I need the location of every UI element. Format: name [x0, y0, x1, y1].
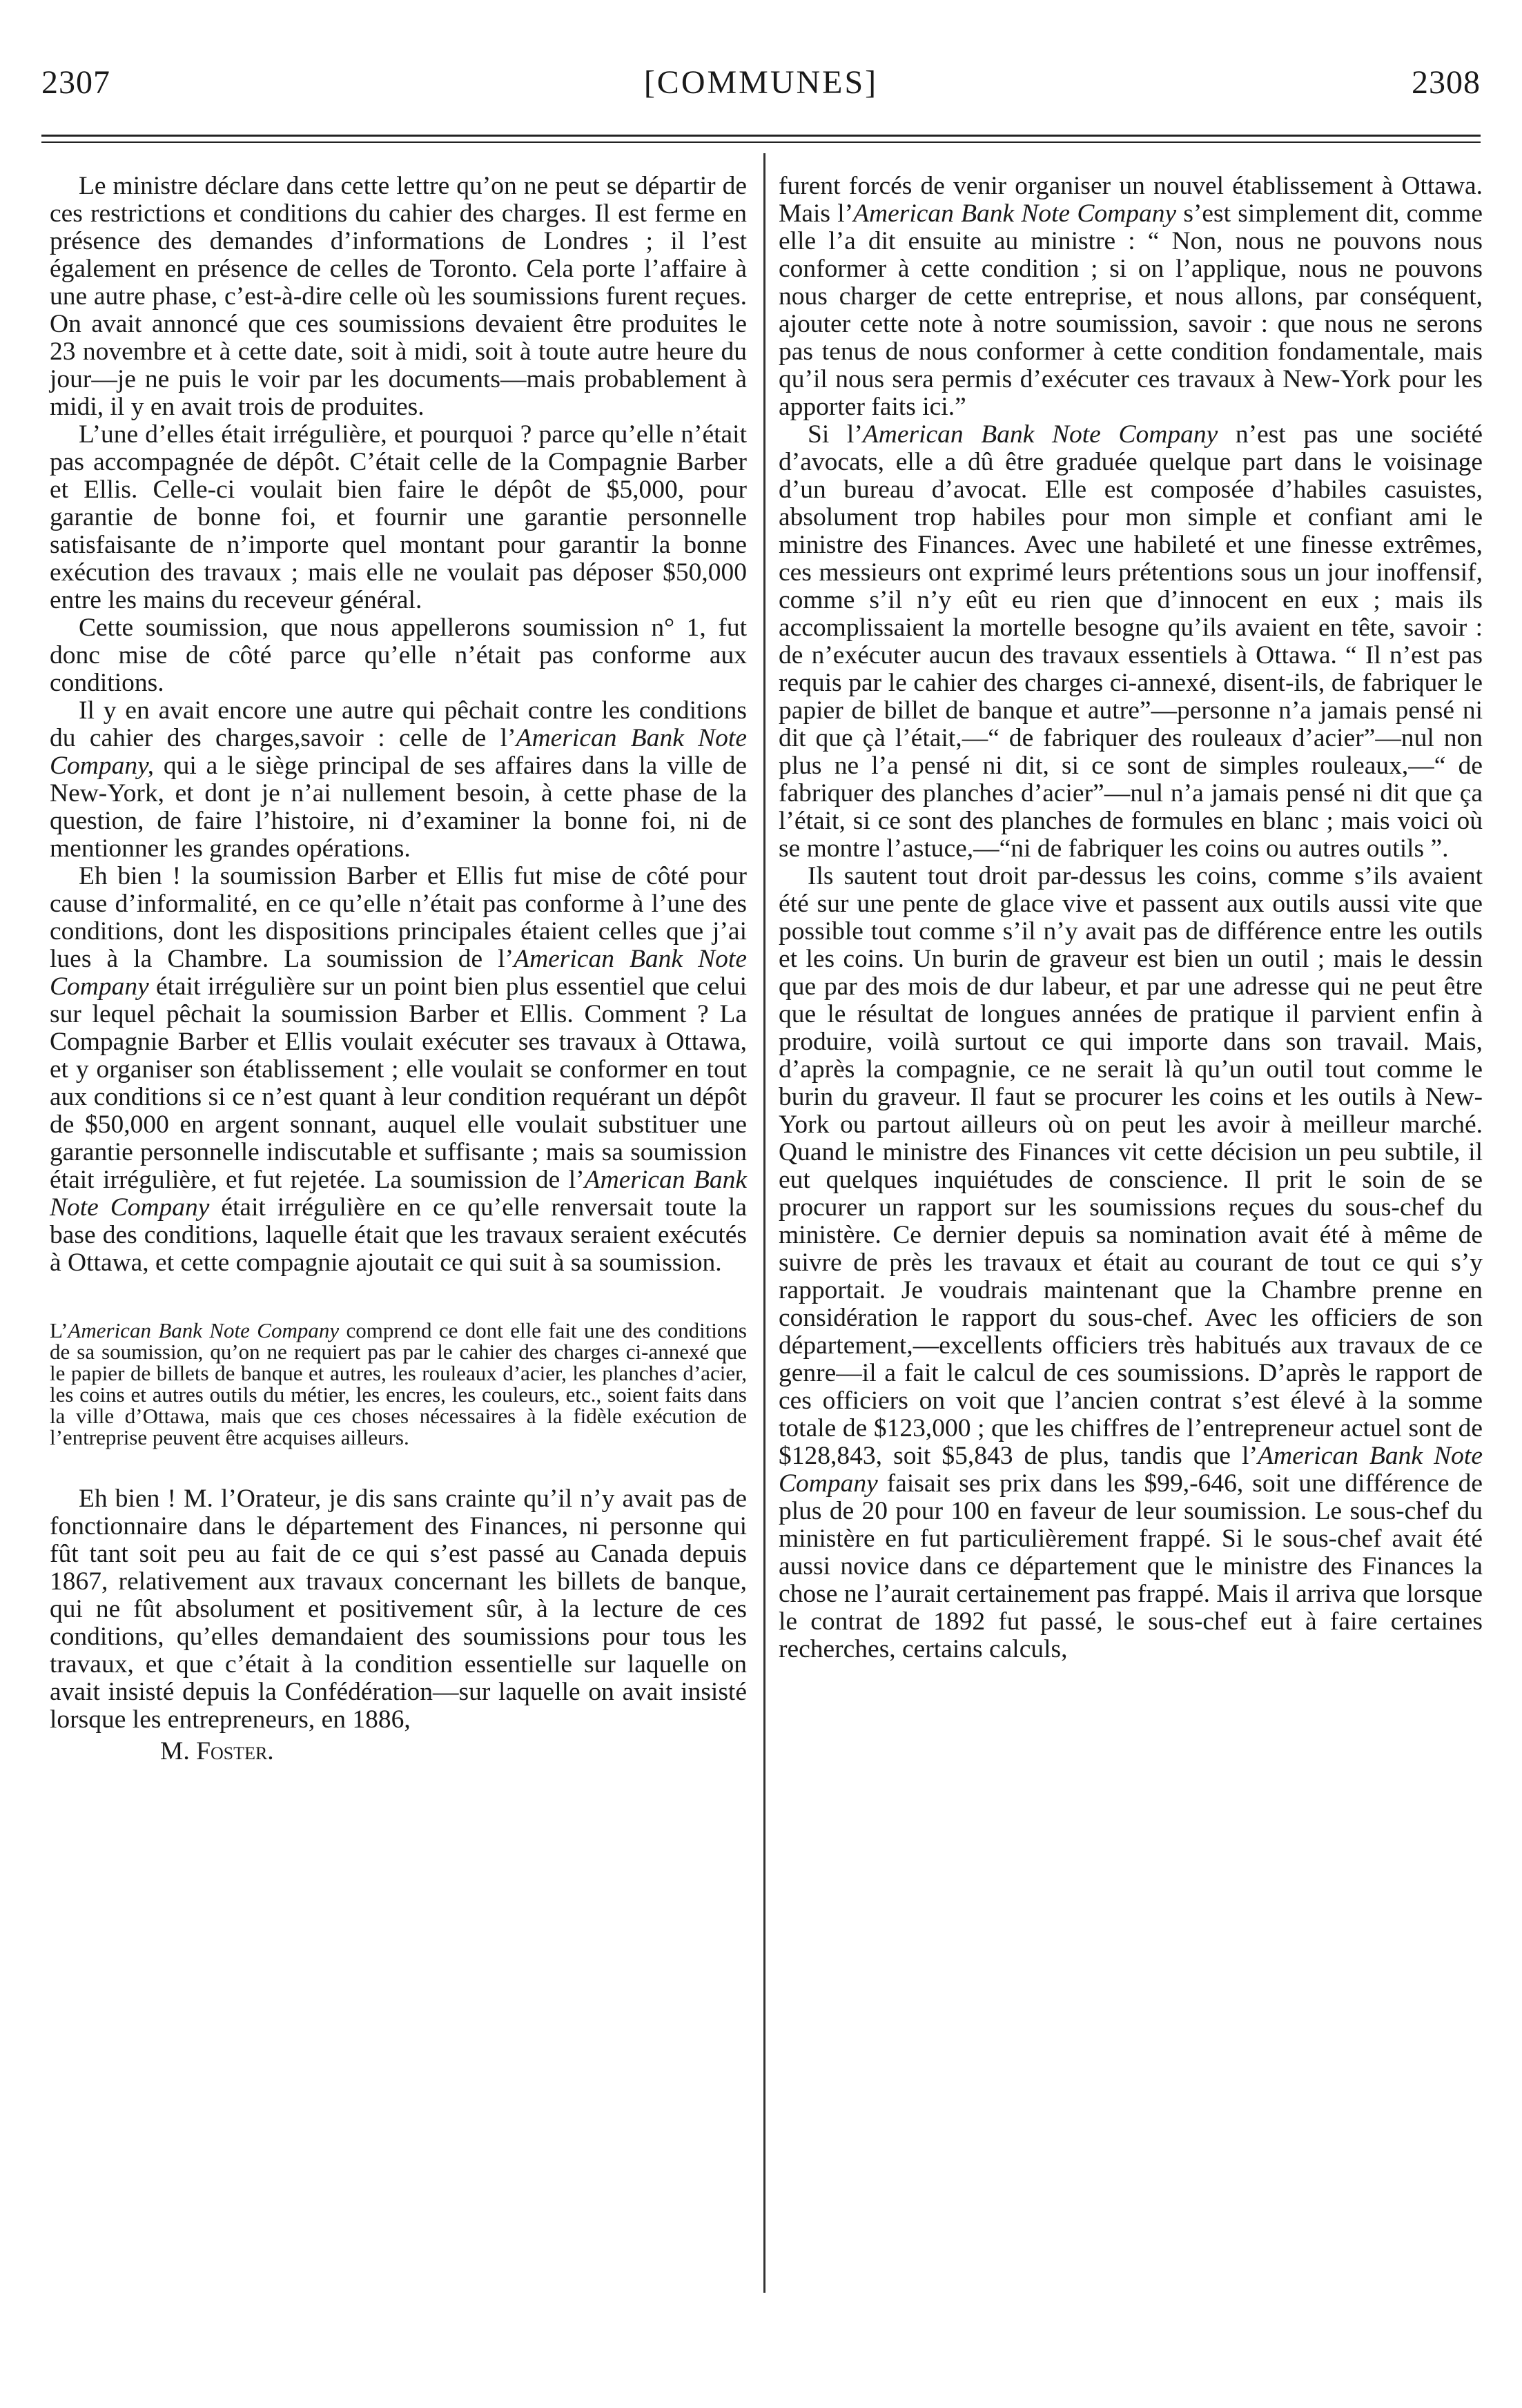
header-rule-top	[41, 135, 1481, 137]
company-name-italic: American Bank Note Company	[68, 1318, 340, 1342]
text-run: était irrégulière en ce qu’elle renversait toute la base des conditions, laquelle était que les travaux seraient exécutés à Ottawa, et cette compagnie ajoutait ce qui suit à sa soumission.	[50, 1193, 747, 1277]
text-run: s’est simplement dit, comme elle l’a dit ensuite au ministre : “ Non, nous ne pouvons nous conformer à cette condition ; si on l’applique, nous ne pouvons nous charger de cette entreprise, et nous allons, par conséquent, ajouter cette note à notre soumission, savoir : que nous ne serons pas tenus de nous conformer à cette condition fondamentale, mais qu’il nous sera permis d’exécuter ces travaux à New-York pour les apporter faits ici.”	[779, 199, 1483, 421]
paragraph	[779, 863, 1483, 1663]
text-run: Il y en avait encore une autre qui pêchait contre les conditions du cahier des charges,savoir : celle de l’	[50, 696, 747, 752]
paragraph: Le ministre déclare dans cette lettre qu’on ne peut se départir de ces restrictions et conditions du cahier des charges. Il est ferme en présence des demandes d’informations de Londres ; il l’est également en présence de celles de Toronto. Cela porte l’affaire à une autre phase, c’est-à-dire celle où les soumissions furent reçues. On avait annoncé que ces soumissions devaient être produites le 23 novembre et à cette date, soit à midi, soit à toute autre heure du jour—je ne puis le voir par les documents—mais probablement à midi, il y en avait trois de produites.	[50, 172, 747, 421]
paragraph	[50, 697, 747, 863]
company-name-italic: American Bank Note Company	[50, 1166, 747, 1222]
text-run: faisait ses prix dans les $99,-646, soit une différence de plus de 20 pour 100 en faveur de leur soumission. Le sous-chef du ministère en fut particulièrement frappé. Si le sous-chef avait été aussi novice dans ce département que le ministre des Finances la chose ne l’aurait certainement pas frappé. Mais il arriva que lorsque le contrat de 1892 fut passé, le sous-chef eut à faire certaines recherches, certains calculs,	[779, 1469, 1483, 1663]
header-rule-bottom	[41, 141, 1481, 143]
paragraph: Cette soumission, que nous appellerons soumission n° 1, fut donc mise de côté parce qu’elle n’était pas conforme aux conditions.	[50, 614, 747, 697]
text-run: était irrégulière sur un point bien plus essentiel que celui sur lequel pêchait la soumission Barber et Ellis. Comment ? La Compagnie Barber et Ellis voulait exécuter ses travaux à Ottawa, et y organiser son établissement ; elle voulait se conformer en tout aux conditions si ce n’est quant à leur condition requérant un dépôt de $50,000 en argent sonnant, auquel elle voulait substituer une garantie personnelle indiscutable et suffisante ; mais sa soumission était irrégulière, et fut rejetée. La soumission de l’	[50, 972, 747, 1194]
paragraph: Eh bien ! M. l’Orateur, je dis sans crainte qu’il n’y avait pas de fonctionnaire dans le département des Finances, ni personne qui fût tant soit peu au fait de ce qui s’est passé au Canada depuis 1867, relativement aux travaux concernant les billets de banque, qui ne fût absolument et positivement sûr, à la lecture de ces conditions, qu’elles demandaient des soumissions pour tous les travaux, et que c’était à la condition essentielle sur laquelle on avait insisté depuis la Confédération—sur laquelle on avait insisté lorsque les entrepreneurs, en 1886,	[50, 1485, 747, 1734]
paragraph	[779, 173, 1483, 421]
company-name-italic: American Bank Note Company	[779, 1442, 1483, 1498]
company-name-italic: American Bank Note Company,	[50, 724, 747, 780]
paragraph	[50, 863, 747, 1277]
company-name-italic: American Bank Note Company	[862, 420, 1218, 449]
speaker-attribution: M. Foster.	[160, 1737, 274, 1765]
company-name-italic: American Bank Note Company	[853, 199, 1177, 228]
page-number-left: 2307	[41, 64, 110, 101]
text-run: qui a le siège principal de ses affaires dans la ville de New-York, et dont je n’ai nullement besoin, à cette phase de la question, de faire l’histoire, ni d’examiner la bonne foi, ni de mentionner les grandes opérations.	[50, 752, 747, 863]
text-run: L’	[50, 1318, 68, 1342]
text-run: furent forcés de venir organiser un nouvel établissement à Ottawa. Mais l’	[779, 172, 1483, 228]
paragraph	[779, 421, 1483, 863]
right-column	[779, 173, 1483, 1663]
paragraph: L’une d’elles était irrégulière, et pourquoi ? parce qu’elle n’était pas accompagnée de dépôt. C’était celle de la Compagnie Barber et Ellis. Celle-ci voulait bien faire le dépôt de $5,000, pour garantie de bonne foi, et fournir une garantie personnelle satisfaisante de n’importe quel montant pour garantir la bonne exécution des travaux ; mais elle ne voulait pas déposer $50,000 entre les mains du receveur général.	[50, 420, 747, 614]
company-name-italic: American Bank Note Company	[50, 945, 747, 1001]
running-title: [COMMUNES]	[643, 64, 879, 101]
block-quote	[50, 1320, 747, 1448]
text-run: Ils sautent tout droit par-dessus les coins, comme s’ils avaient été sur une pente de glace vive et passent aux outils aussi vite que possible tout comme s’il n’y avait pas de différence entre les outils et les coins. Un burin de graveur est bien un outil ; mais le dessin que par des mois de dur labeur, et par une adresse qui ne peut être que le résultat de longues années de pratique il parvient enfin à produire, voilà surtout ce qui importe dans son travail. Mais, d’après la compagnie, ce ne serait là qu’un outil tout comme le burin du graveur. Il faut se procurer les coins et les outils à New-York ou partout ailleurs où on peut les avoir à meilleur marché. Quand le ministre des Finances vit cette décision un peu subtile, il eut quelques inquiétudes de conscience. Il prit le soin de se procurer un rapport sur les soumissions reçues du sous-chef du ministère. Ce dernier depuis sa nomination avait été à même de suivre de près les travaux et était au courant de tout ce qui s’y rapportait. Je voudrais maintenant que la Chambre prenne en considération le rapport du sous-chef. Avec les officiers de son département,—excellents officiers très habitués aux travaux de ce genre—il a fait le calcul de ces soumissions. D’après le rapport de ces officiers on voit que l’ancien contrat s’est élevé à la somme totale de $123,000 ; que les chiffres de l’entrepreneur actuel sont de $128,843, soit $5,843 de plus, tandis que l’	[779, 862, 1483, 1470]
text-run: Eh bien ! la soumission Barber et Ellis fut mise de côté pour cause d’informalité, en ce qu’elle n’était pas conforme à l’une des conditions, dont les dispositions principales étaient celles que j’ai lues à la Chambre. La soumission de l’	[50, 862, 747, 973]
left-column	[50, 173, 747, 1765]
page-number-right: 2308	[1412, 64, 1481, 101]
text-run: comprend ce dont elle fait une des conditions de sa soumission, qu’on ne requiert pas par le cahier des charges ci-annexé que le papier de billets de banque et autres, les rouleaux d’acier, les planches d’acier, les coins et autres outils du métier, les encres, les couleurs, etc., soient faits dans la ville d’Ottawa, mais que ces choses nécessaires à la fidèle exécution de l’entreprise peuvent être acquises ailleurs.	[50, 1318, 747, 1449]
text-run: Si l’	[808, 420, 863, 449]
column-divider	[763, 153, 765, 2293]
text-run: n’est pas une société d’avocats, elle a dû être graduée quelque part dans le voisinage d’un bureau d’avocat. Elle est composée d’habiles casuistes, absolument trop habiles pour mon simple et confiant ami le ministre des Finances. Avec une habileté et une finesse extrêmes, ces messieurs ont exprimé leurs prétentions sous un jour inoffensif, comme s’il n’y eût eu rien que d’innocent en eux ; mais ils accomplissaient la mortelle besogne qu’ils avaient en tête, savoir : de n’exécuter aucun des travaux essentiels à Ottawa. “ Il n’est pas requis par le cahier des charges ci-annexé, disent-ils, de fabriquer le papier de billet de banque et autre”—personne n’a jamais pensé ni dit que çà l’était,—“ de fabriquer des rouleaux d’acier”—nul non plus ne l’a pensé ni dit, si ce sont de simples rouleaux,—“ de fabriquer des planches d’acier”—nul n’a jamais pensé ni dit que ça l’était, si ce sont des planches de formules en blanc ; mais voici où se montre l’astuce,—“ni de fabriquer les coins ou autres outils ”.	[779, 420, 1483, 863]
running-header	[41, 63, 1481, 119]
